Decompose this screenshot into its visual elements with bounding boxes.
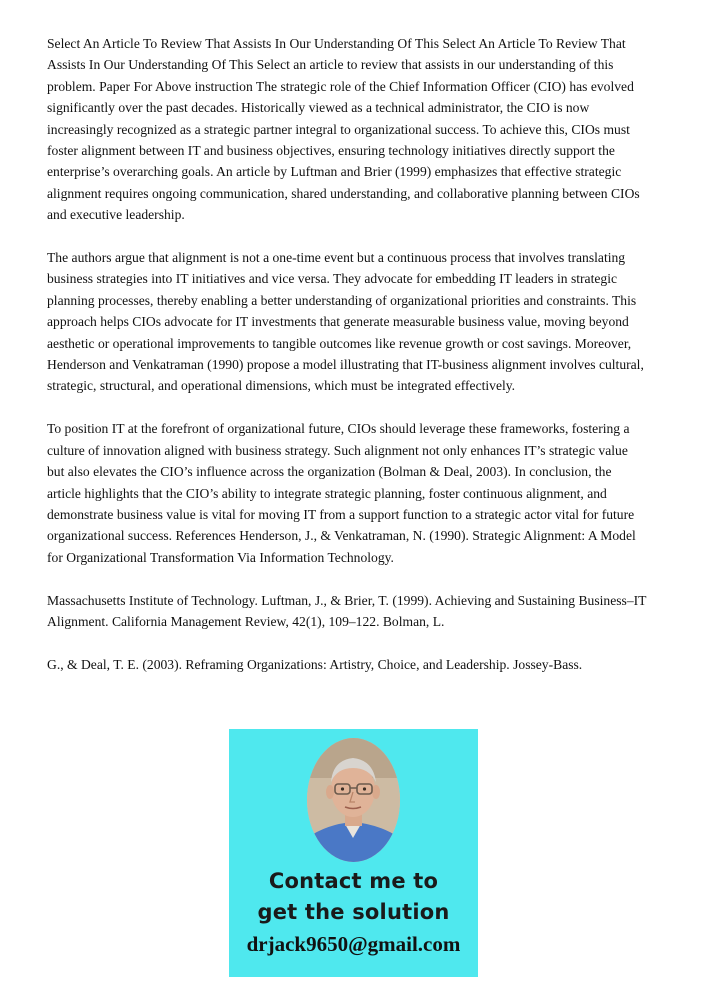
contact-advertisement[interactable] bbox=[229, 729, 478, 977]
paragraph-alignment-process: The authors argue that alignment is not a one-time event but a continuous process that involves translating business strategies into IT initiatives and vice versa. They advocate for embedding IT leaders in strategic planning processes, thereby enabling a better understanding of organizational priorities and constraints. This approach helps CIOs advocate for IT investments that generate measurable business value, moving beyond aesthetic or operational improvements to tangible outcomes like revenue growth or cost savings. Moreover, Henderson and Venkatraman (1990) propose a model illustrating that IT-business alignment involves cultural, strategic, structural, and operational dimensions, which must be integrated effectively. bbox=[47, 250, 644, 394]
person-portrait-icon bbox=[307, 738, 400, 862]
contact-email-link[interactable]: drjack9650@gmail.com bbox=[246, 932, 461, 956]
paragraph-references-2: G., & Deal, T. E. (2003). Reframing Organizations: Artistry, Choice, and Leadership. Jossey-Bass. bbox=[47, 656, 583, 672]
ad-headline-line-1: Contact me to bbox=[268, 869, 439, 893]
paragraph-intro: Select An Article To Review That Assists In Our Understanding Of This Select An Article To Review That Assists In Our Understanding Of This Select an article to review that assists in our understanding of this problem. Paper For Above instruction The strategic role of the Chief Information Officer (CIO) has evolved significantly over the past decades. Historically viewed as a technical administrator, the CIO is now increasingly recognized as a strategic partner integral to organizational success. To achieve this, CIOs must foster alignment between IT and business objectives, ensuring technology initiatives directly support the enterprise’s overarching goals. An article by Luftman and Brier (1999) emphasizes that effective strategic alignment requires ongoing communication, shared understanding, and collaborative planning between CIOs and executive leadership. bbox=[47, 36, 640, 223]
paragraph-references-1: Massachusetts Institute of Technology. Luftman, J., & Brier, T. (1999). Achieving and Sustaining Business–IT Alignment. California Management Review, 42(1), 109–122. Bolman, L. bbox=[47, 592, 647, 629]
document-body bbox=[47, 33, 647, 697]
ad-headline-line-2: get the solution bbox=[257, 900, 450, 924]
paragraph-conclusion: To position IT at the forefront of organizational future, CIOs should leverage these frameworks, fostering a culture of innovation aligned with business strategy. Such alignment not only enhances IT’s strategic value but also elevates the CIO’s influence across the organization (Bolman & Deal, 2003). In conclusion, the article highlights that the CIO’s ability to integrate strategic planning, foster continuous alignment, and demonstrate business value is vital for moving IT from a support function to a strategic actor vital for future organizational success. References Henderson, J., & Venkatraman, N. (1990). Strategic Alignment: A Model for Organizational Transformation Via Information Technology. bbox=[47, 421, 636, 565]
